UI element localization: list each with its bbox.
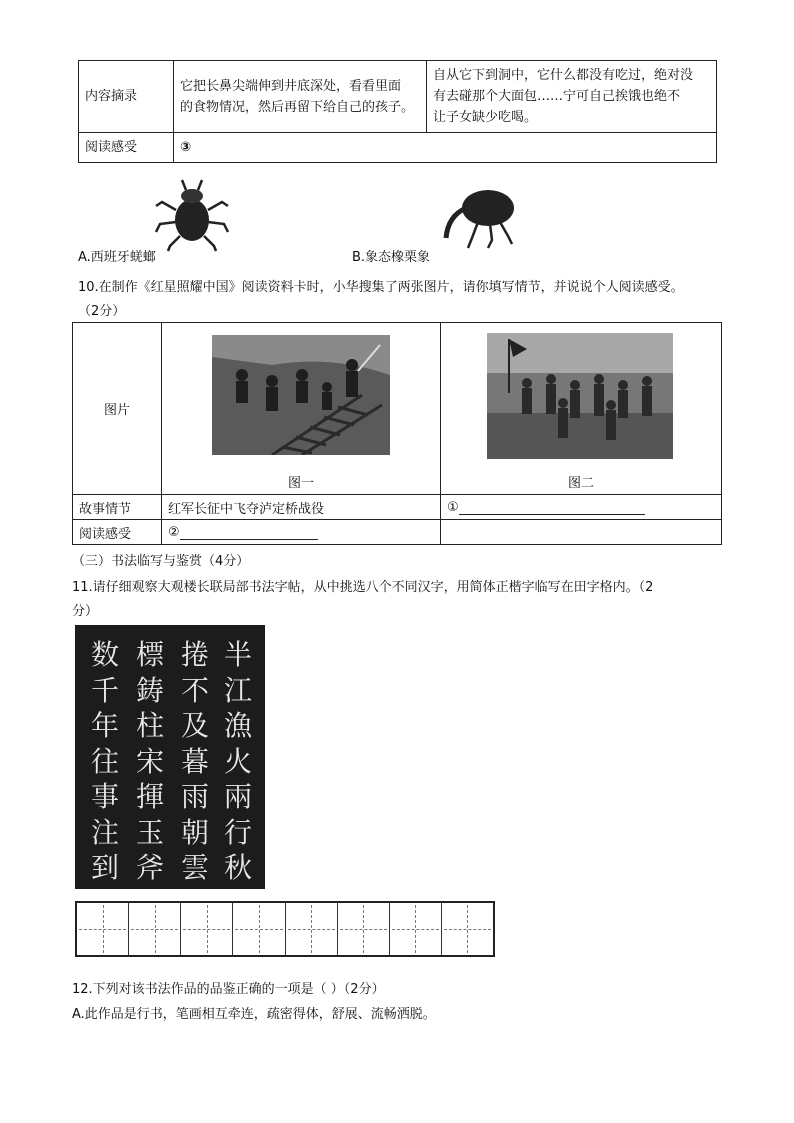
- calligraphy-char: 標: [135, 638, 164, 671]
- caption-figure-1: 图一: [287, 476, 314, 491]
- option-a-label: A.西班牙蜣螂: [78, 250, 156, 265]
- excerpt-cell-1: [174, 61, 427, 133]
- question-12-stem: 12.下列对该书法作品的品鉴正确的一项是（ ）（2分）: [72, 982, 385, 997]
- plot-cell-1: 红军长征中飞夺泸定桥战役: [162, 495, 441, 520]
- label-feeling: 阅读感受: [73, 520, 162, 545]
- tianzige-cell[interactable]: [442, 903, 493, 955]
- beetle-image-b: [438, 186, 518, 252]
- calligraphy-column-4: [218, 637, 258, 886]
- figure-2-image: [487, 333, 673, 459]
- plot-answer-1[interactable]: [441, 495, 722, 520]
- calligraphy-char: 数: [90, 638, 119, 671]
- excerpt-1-line-1: 它把长鼻尖端伸到井底深处，看看里面: [180, 78, 402, 94]
- calligraphy-char: 暮: [180, 744, 209, 778]
- calligraphy-char: 柱: [135, 709, 164, 742]
- beetle-image-a: [152, 176, 232, 252]
- plot-answer-marker: ①: [447, 499, 459, 515]
- question-10-stem: 10.在制作《红星照耀中国》阅读资料卡时，小华搜集了两张图片，请你填写情节，并说说个人阅读感受。: [78, 280, 684, 295]
- feeling-cell-empty: [441, 520, 722, 545]
- tianzige-cell[interactable]: [390, 903, 442, 955]
- tianzige-cell[interactable]: [181, 903, 233, 955]
- calligraphy-char: 捲: [180, 638, 209, 671]
- calligraphy-char: 宋: [135, 744, 164, 778]
- calligraphy-char: 行: [223, 815, 252, 849]
- option-b-label: B.象态橡栗象: [352, 250, 431, 265]
- calligraphy-char: 注: [90, 815, 119, 849]
- excerpt-2-line-2: 有去碰那个大面包……宁可自己挨饿也绝不: [433, 89, 681, 104]
- calligraphy-char: 鋳: [135, 673, 164, 707]
- calligraphy-char: 朝: [180, 815, 209, 849]
- calligraphy-char: 事: [90, 780, 119, 813]
- tianzige-cell[interactable]: [233, 903, 285, 955]
- question-12-option-a[interactable]: A.此作品是行书，笔画相互牵连，疏密得体，舒展、流畅洒脱。: [72, 1007, 436, 1022]
- calligraphy-column-2: [130, 637, 170, 886]
- calligraphy-char: 不: [180, 673, 209, 707]
- section-3-heading: （三）书法临写与鉴赏（4分）: [72, 554, 250, 569]
- calligraphy-char: 雲: [180, 851, 209, 884]
- figure-1-image: [212, 335, 390, 455]
- row-label-excerpt: 内容摘录: [79, 61, 174, 133]
- feeling-answer-3[interactable]: ③: [174, 133, 717, 163]
- tianzige-cell[interactable]: [286, 903, 338, 955]
- tianzige-grid: [75, 901, 495, 957]
- calligraphy-char: 半: [223, 638, 252, 671]
- excerpt-table: [78, 60, 717, 163]
- calligraphy-char: 斧: [135, 851, 164, 884]
- feeling-answer-blank[interactable]: [180, 539, 318, 540]
- calligraphy-column-3: [175, 637, 215, 886]
- caption-figure-2: 图二: [567, 476, 594, 491]
- calligraphy-char: 及: [180, 709, 209, 742]
- calligraphy-char: 往: [90, 744, 119, 778]
- row-label-feeling: 阅读感受: [79, 133, 174, 163]
- calligraphy-column-1: [85, 637, 125, 886]
- calligraphy-char: 江: [223, 673, 252, 707]
- plot-answer-blank[interactable]: [459, 514, 645, 515]
- calligraphy-rubbing: [75, 625, 265, 889]
- calligraphy-char: 年: [90, 709, 119, 742]
- feeling-answer-marker: ②: [168, 524, 180, 540]
- label-plot: 故事情节: [73, 495, 162, 520]
- calligraphy-char: 兩: [223, 780, 252, 813]
- tianzige-cell[interactable]: [338, 903, 390, 955]
- tianzige-cell[interactable]: [129, 903, 181, 955]
- question-11-stem: 11.请仔细观察大观楼长联局部书法字帖，从中挑选八个不同汉字，用简体正楷字临写在田字格内。（2: [72, 580, 654, 595]
- question-11-points: 分）: [72, 604, 99, 619]
- calligraphy-char: 雨: [180, 780, 209, 813]
- calligraphy-char: 秋: [223, 851, 252, 884]
- calligraphy-char: 揮: [135, 780, 164, 813]
- calligraphy-char: 千: [90, 673, 119, 707]
- excerpt-1-line-2: 的食物情况，然后再留下给自己的孩子。: [180, 99, 415, 115]
- label-picture: 图片: [73, 323, 162, 495]
- calligraphy-char: 到: [90, 851, 119, 884]
- feeling-answer-2[interactable]: [162, 520, 441, 545]
- excerpt-2-line-3: 让子女缺少吃喝。: [433, 110, 538, 125]
- calligraphy-char: 火: [223, 744, 252, 778]
- question-10-points: （2分）: [78, 304, 126, 319]
- calligraphy-char: 玉: [135, 815, 164, 849]
- excerpt-2-line-1: 自从它下到洞中，它什么都没有吃过，绝对没: [433, 68, 694, 83]
- excerpt-cell-2: [427, 61, 717, 133]
- tianzige-cell[interactable]: [77, 903, 129, 955]
- calligraphy-char: 漁: [223, 709, 252, 742]
